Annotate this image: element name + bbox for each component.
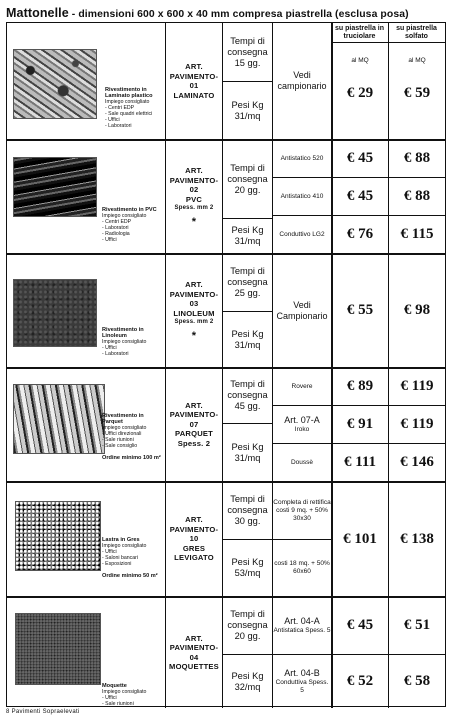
finish-option: Art. 07-A Iroko [284,415,320,433]
delivery-time: Tempi di consegna 45 gg. [227,379,268,411]
article-pavimento-07: ART. PAVIMENTO-07 PARQUET Spess. 2 [169,400,219,448]
parquet-sample-image [13,384,105,454]
price-table [6,22,446,707]
weight: Pesi Kg 31/mq [231,328,264,350]
price-truciolare: € 91 [346,416,374,432]
parquet-description: Rivestimento in Parquet Impiego consigliato - Uffici direzionali - Sale riunioni - Sale consiglio Ordine minimo 100 m² [102,413,161,461]
gres-sample-image [15,501,101,571]
linoleum-description: Rivestimento in Linoleum Impiego consigliato - Uffici - Laboratori [102,327,147,357]
delivery-time: Tempi di consegna 20 gg. [227,609,268,641]
price-solfato: € 119 [400,416,434,432]
page-footer: 8 Pavimenti Sopraelevati [6,709,80,715]
weight: Pesi Kg 31/mq [231,225,264,246]
finish-option: Vedi Campionario [276,299,328,321]
moquette-sample-image [15,613,101,685]
finish-option: Antistatico 520 [280,154,324,162]
article-pavimento-10: ART. PAVIMENTO-10 GRES LEVIGATO [169,515,219,563]
weight: Pesi Kg 53/mq [231,557,264,578]
finish-option: Vedi campionario [277,70,327,91]
finish-option: Rovere [291,382,313,390]
weight: Pesi Kg 31/mq [231,441,264,463]
price-truciolare: € 89 [346,378,374,394]
laminato-sample-image [13,49,97,119]
price-truciolare: € 45 [346,150,374,166]
delivery-time: Tempi di consegna 30 gg. [227,494,268,526]
price-solfato: € 98 [403,302,431,318]
price-truciolare: € 45 [346,188,374,204]
unit-label: al MQ [408,57,426,64]
gres-description: Lastra in Gres Impiego consigliato - Uffici - Saloni bancari - Esposizioni Ordine minimo 50 m² [102,537,158,579]
article-pavimento-01: ART. PAVIMENTO-01 LAMINATO [169,62,219,100]
pvc-description: Rivestimento in PVC Impiego consigliato - Centri EDP - Laboratori - Radiologia - Uffici [102,207,157,243]
price-solfato: € 59 [403,84,431,101]
price-solfato: € 58 [403,673,431,689]
article-pavimento-03: ART. PAVIMENTO-03 LINOLEUM Spess. mm 2 * [169,280,219,342]
finish-option: Completa di rettifica costi 9 mq. + 50% 30x30 [273,498,331,522]
weight: Pesi Kg 31/mq [231,99,264,121]
price-truciolare: € 76 [346,226,374,242]
finish-option: Conduttivo LG2 [279,230,325,238]
delivery-time: Tempi di consegna 15 gg. [227,35,268,68]
pvc-sample-image [13,157,97,217]
page-title: Mattonelle - dimensioni 600 x 600 x 40 mm compresa piastrella (esclusa posa) [6,6,409,20]
price-solfato: € 115 [400,226,434,242]
delivery-time: Tempi di consegna 25 gg. [227,266,268,298]
linoleum-sample-image [13,279,97,347]
price-truciolare: € 55 [346,302,374,318]
price-solfato: € 119 [400,378,434,394]
price-truciolare: € 52 [346,673,374,689]
article-pavimento-04: ART. PAVIMENTO-04 MOQUETTES [169,633,219,671]
finish-option: Doussè [290,458,314,466]
price-truciolare: € 29 [346,84,374,101]
finish-option: Antistatico 410 [280,192,324,200]
price-solfato: € 146 [400,454,434,470]
delivery-time: Tempi di consegna 20 gg. [227,162,268,195]
unit-label: al MQ [351,57,369,64]
header-truciolare: su piastrella in truciolare [334,25,385,40]
moquette-description: Moquette Impiego consigliato - Uffici - Sale riunioni [102,683,147,707]
price-solfato: € 88 [403,150,431,166]
price-solfato: € 88 [403,188,431,204]
price-solfato: € 138 [400,530,434,547]
finish-option: costi 18 mq. + 50% 60x60 [274,560,330,575]
price-solfato: € 51 [403,617,431,633]
finish-option: Art. 04-A Antistatica Spess. 5 [273,616,331,634]
price-truciolare: € 45 [346,617,374,633]
article-pavimento-02: ART. PAVIMENTO-02 PVC Spess. mm 2 * [169,166,219,228]
finish-option: Art. 04-B Conduttiva Spess. 5 [275,668,329,694]
header-solfato: su piastrella solfato [396,25,437,40]
price-truciolare: € 111 [343,454,377,470]
price-truciolare: € 101 [343,530,377,547]
weight: Pesi Kg 32/mq [231,670,264,692]
laminato-description: Rivestimento in Laminato plastico Impiego consigliato - Centri EDP - Sale quadri elettrici - Uffici - Laboratori [105,87,153,129]
